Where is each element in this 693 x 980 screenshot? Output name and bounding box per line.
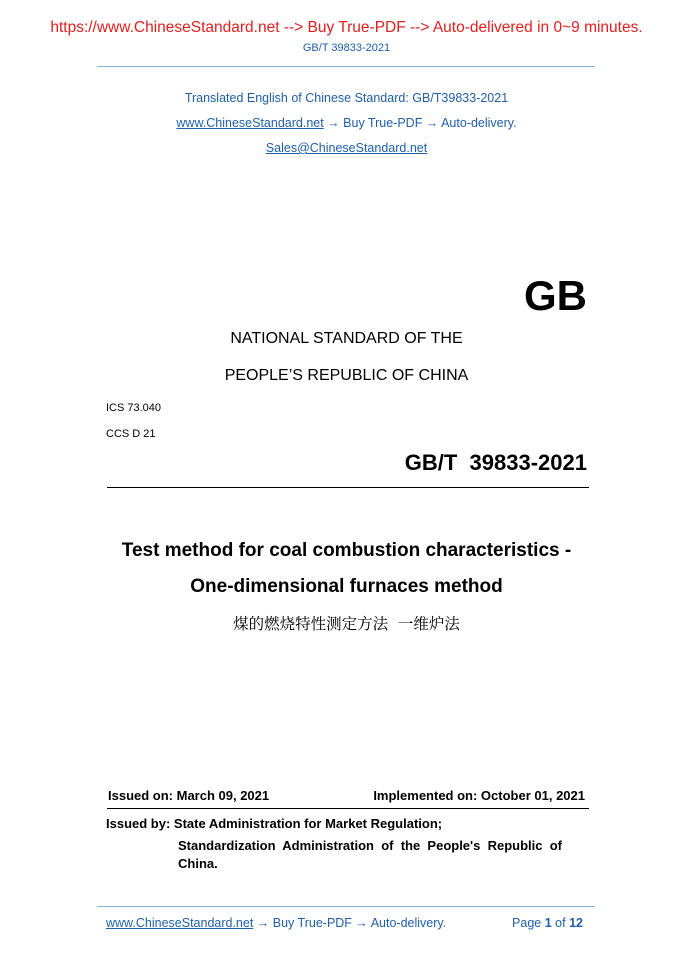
header-doc-code: GB/T 39833-2021 xyxy=(302,42,391,54)
header-divider xyxy=(97,66,595,67)
page-indicator xyxy=(512,916,583,930)
promo-banner: https://www.ChineseStandard.net --> Buy True-PDF --> Auto-delivered in 0~9 minutes. xyxy=(50,19,643,36)
national-standard-line2: PEOPLE’S REPUBLIC OF CHINA xyxy=(224,367,469,384)
implemented-on: Implemented on: October 01, 2021 xyxy=(373,788,585,803)
issued-by: Issued by: State Administration for Market Regulation; xyxy=(106,816,443,831)
footer-buy-note: → Buy True-PDF → Auto-delivery. xyxy=(253,916,447,930)
footer-divider xyxy=(97,906,595,907)
title-line1: Test method for coal combustion characteristics - xyxy=(121,540,572,561)
footer-website-link[interactable]: www.ChineseStandard.net xyxy=(106,916,254,930)
buy-note: → Buy True-PDF → Auto-delivery. xyxy=(323,116,517,130)
title-line2: One-dimensional furnaces method xyxy=(190,576,503,597)
ccs-code: CCS D 21 xyxy=(106,428,156,440)
standard-number-rule xyxy=(107,487,589,488)
national-standard-line1: NATIONAL STANDARD OF THE xyxy=(230,330,463,347)
translation-note: Translated English of Chinese Standard: GB/T39833-2021 xyxy=(184,91,509,105)
website-link[interactable]: www.ChineseStandard.net xyxy=(176,116,324,130)
of-label: of xyxy=(555,916,566,930)
page-total: 12 xyxy=(569,916,583,930)
email-line xyxy=(0,141,693,155)
ics-code: ICS 73.040 xyxy=(106,402,162,414)
issued-by-line2: Standardization Administration of the People's Republic of xyxy=(178,838,562,853)
dates-rule xyxy=(107,808,589,809)
title-chinese: 煤的燃烧特性测定方法 一维炉法 xyxy=(233,615,460,633)
gb-logo: GB xyxy=(524,272,587,319)
issued-by-line3: China. xyxy=(178,856,218,871)
issued-on: Issued on: March 09, 2021 xyxy=(108,788,270,803)
translation-link-line xyxy=(0,116,693,130)
sales-email-link[interactable]: Sales@ChineseStandard.net xyxy=(265,141,428,155)
page-number: 1 xyxy=(544,916,552,930)
page-label: Page xyxy=(512,916,542,930)
standard-number: GB/T 39833-2021 xyxy=(404,450,587,475)
footer-promo xyxy=(106,916,446,930)
